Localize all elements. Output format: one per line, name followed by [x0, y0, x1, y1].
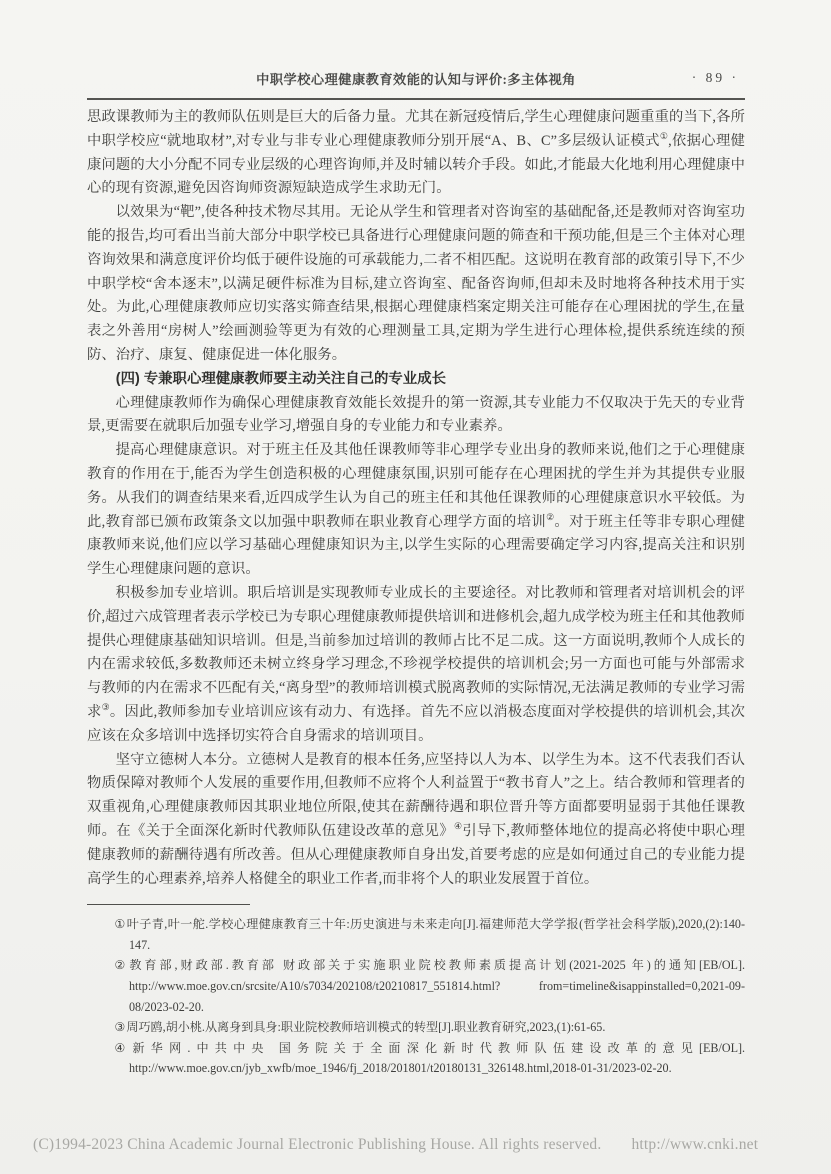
footnote-item	[87, 1038, 745, 1079]
footnote-text: 新华网.中共中央 国务院关于全面深化新时代教师队伍建设改革的意见[EB/OL]. http://www.moe.gov.cn/jyb_xwfb/moe_1946/fj_2018/201801/t20180131_326148.html,2018-01-31/2023-02-20.	[129, 1040, 746, 1076]
copyright-notice: (C)1994-2023 China Academic Journal Electronic Publishing House. All rights reserved.	[33, 1136, 602, 1153]
page-header	[87, 69, 745, 91]
footnote-reference: ④	[454, 821, 463, 832]
paragraph-continuation: 思政课教师为主的教师队伍则是巨大的后备力量。尤其在新冠疫情后,学生心理健康问题重重的当下,各所中职学校应“就地取材”,对专业与非专业心理健康教师分别开展“A、B、C”多层级认证模式①,依据心理健康问题的大小分配不同专业层级的心理咨询师,并及时辅以转介手段。如此,才能最大化地利用心理健康中心的现有资源,避免因咨询师资源短缺造成学生求助无门。	[87, 109, 745, 197]
header-rule	[87, 98, 745, 100]
footnote-marker: ④	[114, 1040, 133, 1055]
section-heading: (四) 专兼职心理健康教师要主动关注自己的专业成长	[115, 370, 446, 387]
footer-url: http://www.cnki.net	[631, 1136, 759, 1153]
footnotes	[87, 914, 745, 1079]
page-footer	[33, 1136, 813, 1154]
footnote-text: 叶子青,叶一舵.学校心理健康教育三十年:历史演进与未来走向[J].福建师范大学学报(哲学社会科学版),2020,(2):140-147.	[126, 917, 745, 952]
footnote-reference: ②	[546, 511, 555, 522]
paragraph: 提高心理健康意识。对于班主任及其他任课教师等非心理学专业出身的教师来说,他们之于心理健康教育的作用在于,能否为学生创造积极的心理健康氛围,识别可能存在心理困扰的学生并为其提供专业服务。从我们的调查结果来看,近四成学生认为自己的班主任和其他任课教师的心理健康意识水平较低。为此,教育部已颁布政策条文以加强中职教师在职业教育心理学方面的培训②。对于班主任等非专职心理健康教师来说,他们应以学习基础心理健康知识为主,以学生实际的心理需要确定学习内容,提高关注和识别学生心理健康问题的意识。	[87, 442, 745, 578]
paragraph: 以效果为“靶”,使各种技术物尽其用。无论从学生和管理者对咨询室的基础配备,还是教师对咨询室功能的报告,均可看出当前大部分中职学校已具备进行心理健康问题的筛查和干预功能,但是三个主体对心理咨询效果和满意度评价均低于硬件设施的可承载能力,二者不相匹配。这说明在教育部的政策引导下,不少中职学校“舍本逐末”,以满足硬件标准为目标,建立咨询室、配备咨询师,但却未及时地将各种技术用于实处。为此,心理健康教师应切实落实筛查结果,根据心理健康档案定期关注可能存在心理困扰的学生,在量表之外善用“房树人”绘画测验等更为有效的心理测量工具,定期为学生进行心理体检,提供系统连续的预防、治疗、康复、健康促进一体化服务。	[87, 204, 745, 363]
footnote-reference: ③	[101, 702, 110, 713]
page-number: · 89 ·	[691, 70, 739, 85]
footnote-text: 周巧鸥,胡小桃.从离身到具身:职业院校教师培训模式的转型[J].职业教育研究,2023,(1):61-65.	[126, 1020, 606, 1035]
article-body	[87, 106, 745, 1079]
paragraph: 心理健康教师作为确保心理健康教育效能长效提升的第一资源,其专业能力不仅取决于先天的专业背景,更需要在就职后加强专业学习,增强自身的专业能力和专业素养。	[87, 394, 745, 435]
footnote-item	[87, 1017, 745, 1038]
footnote-text: 教育部,财政部.教育部 财政部关于实施职业院校教师素质提高计划(2021-2025 年)的通知[EB/OL]. http://www.moe.gov.cn/srcsite/A10/s7034/202108/t20210817_551814.html? from=timeline&isappinstalled=0,2021-09-08/2023-02-20.	[129, 958, 745, 1014]
footnote-marker: ①	[114, 917, 127, 932]
footnote-marker: ③	[114, 1020, 127, 1035]
footnote-marker: ②	[114, 958, 130, 973]
footnote-item	[87, 955, 745, 1017]
paragraph: 积极参加专业培训。职后培训是实现教师专业成长的主要途径。对比教师和管理者对培训机会的评价,超过六成管理者表示学校已为专职心理健康教师提供培训和进修机会,超九成学校为班主任和其他教师提供心理健康基础知识培训。但是,当前参加过培训的教师占比不足二成。这一方面说明,教师个人成长的内在需求较低,多数教师还未树立终身学习理念,不珍视学校提供的培训机会;另一方面也可能与外部需求与教师的内在需求不匹配有关,“离身型”的教师培训模式脱离教师的实际情况,无法满足教师的专业学习需求③。因此,教师参加专业培训应该有动力、有选择。首先不应以消极态度面对学校提供的培训机会,其次应该在众多培训中选择切实符合自身需求的培训项目。	[87, 584, 745, 744]
paragraph: 坚守立德树人本分。立德树人是教育的根本任务,应坚持以人为本、以学生为本。这不代表我们否认物质保障对教师个人发展的重要作用,但教师不应将个人利益置于“教书育人”之上。结合教师和管理者的双重视角,心理健康教师因其职业地位所限,使其在薪酬待遇和职位晋升等方面都要明显弱于其他任课教师。在《关于全面深化新时代教师队伍建设改革的意见》④引导下,教师整体地位的提高必将使中职心理健康教师的薪酬待遇有所改善。但从心理健康教师自身出发,首要考虑的应是如何通过自己的专业能力提高学生的心理素养,培养人格健全的职业工作者,而非将个人的职业发展置于首位。	[87, 751, 745, 887]
footnote-separator	[87, 904, 250, 905]
footnote-reference: ①	[659, 131, 669, 142]
running-head-title: 中职学校心理健康教育效能的认知与评价:多主体视角	[256, 72, 576, 87]
footnote-item	[87, 914, 745, 955]
